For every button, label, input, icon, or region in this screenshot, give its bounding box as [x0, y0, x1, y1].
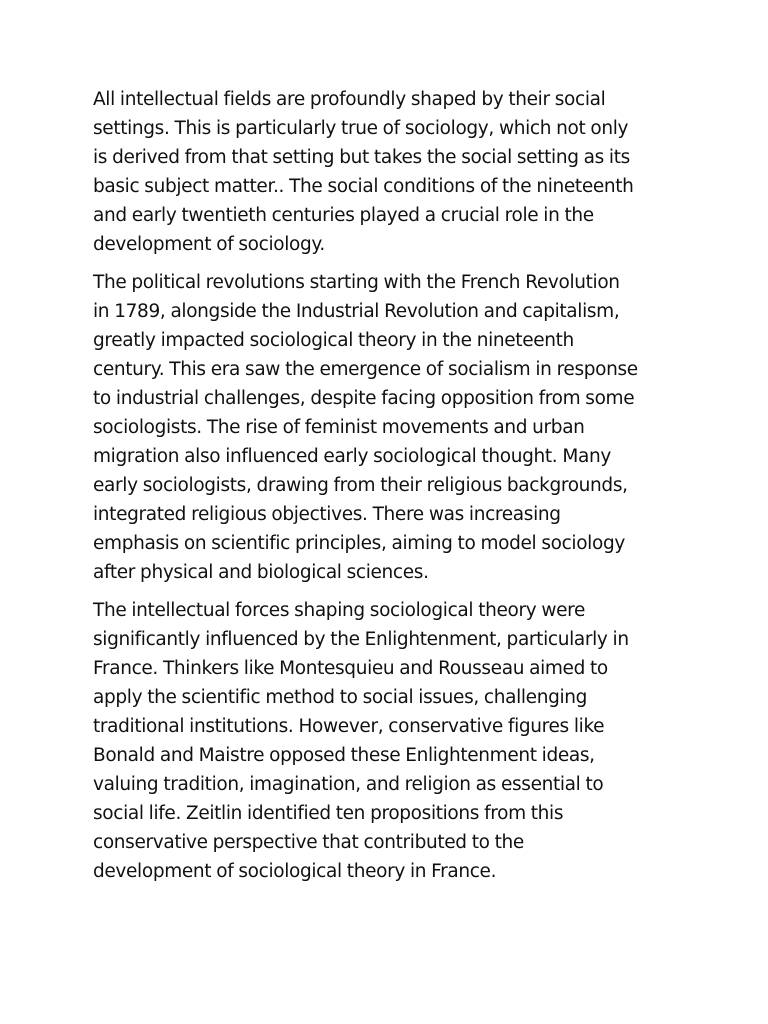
text-line: development of sociology. [93, 233, 325, 255]
text-line: integrated religious objectives. There was increasing [93, 503, 561, 525]
text-line: development of sociological theory in France. [93, 860, 497, 882]
text-line: after physical and biological sciences. [93, 561, 429, 583]
text-line: France. Thinkers like Montesquieu and Rousseau aimed to [93, 658, 608, 680]
text-line: in 1789, alongside the Industrial Revolution and capitalism, [93, 301, 620, 323]
text-line: basic subject matter.. The social conditions of the nineteenth [93, 175, 634, 197]
text-line: The political revolutions starting with the French Revolution [93, 272, 620, 294]
text-line: migration also influenced early sociological thought. Many [93, 445, 611, 467]
text-line: and early twentieth centuries played a crucial role in the [93, 204, 594, 226]
text-line: All intellectual fields are profoundly shaped by their social [93, 89, 606, 110]
text-line: traditional institutions. However, conservative figures like [93, 716, 605, 738]
text-line: apply the scientific method to social issues, challenging [93, 687, 588, 709]
paragraph-3 [93, 597, 675, 886]
document-body [93, 86, 675, 896]
text-line: social life. Zeitlin identified ten propositions from this [93, 802, 564, 824]
text-line: sociologists. The rise of feminist movements and urban [93, 416, 585, 438]
text-line: significantly influenced by the Enlightenment, particularly in [93, 629, 629, 651]
text-line: The intellectual forces shaping sociological theory were [93, 600, 586, 622]
text-line: to industrial challenges, despite facing opposition from some [93, 388, 635, 410]
text-line: Bonald and Maistre opposed these Enlightenment ideas, [93, 744, 595, 766]
text-line: is derived from that setting but takes the social setting as its [93, 146, 630, 168]
text-line: greatly impacted sociological theory in the nineteenth [93, 330, 574, 352]
text-line: early sociologists, drawing from their religious backgrounds, [93, 474, 628, 496]
paragraph-1 [93, 86, 675, 259]
text-line: emphasis on scientific principles, aiming to model sociology [93, 532, 625, 554]
text-line: settings. This is particularly true of sociology, which not only [93, 117, 629, 139]
paragraph-2 [93, 269, 675, 587]
text-line: century. This era saw the emergence of socialism in response [93, 359, 638, 381]
text-line: conservative perspective that contributed to the [93, 831, 524, 853]
text-line: valuing tradition, imagination, and religion as essential to [93, 773, 604, 795]
